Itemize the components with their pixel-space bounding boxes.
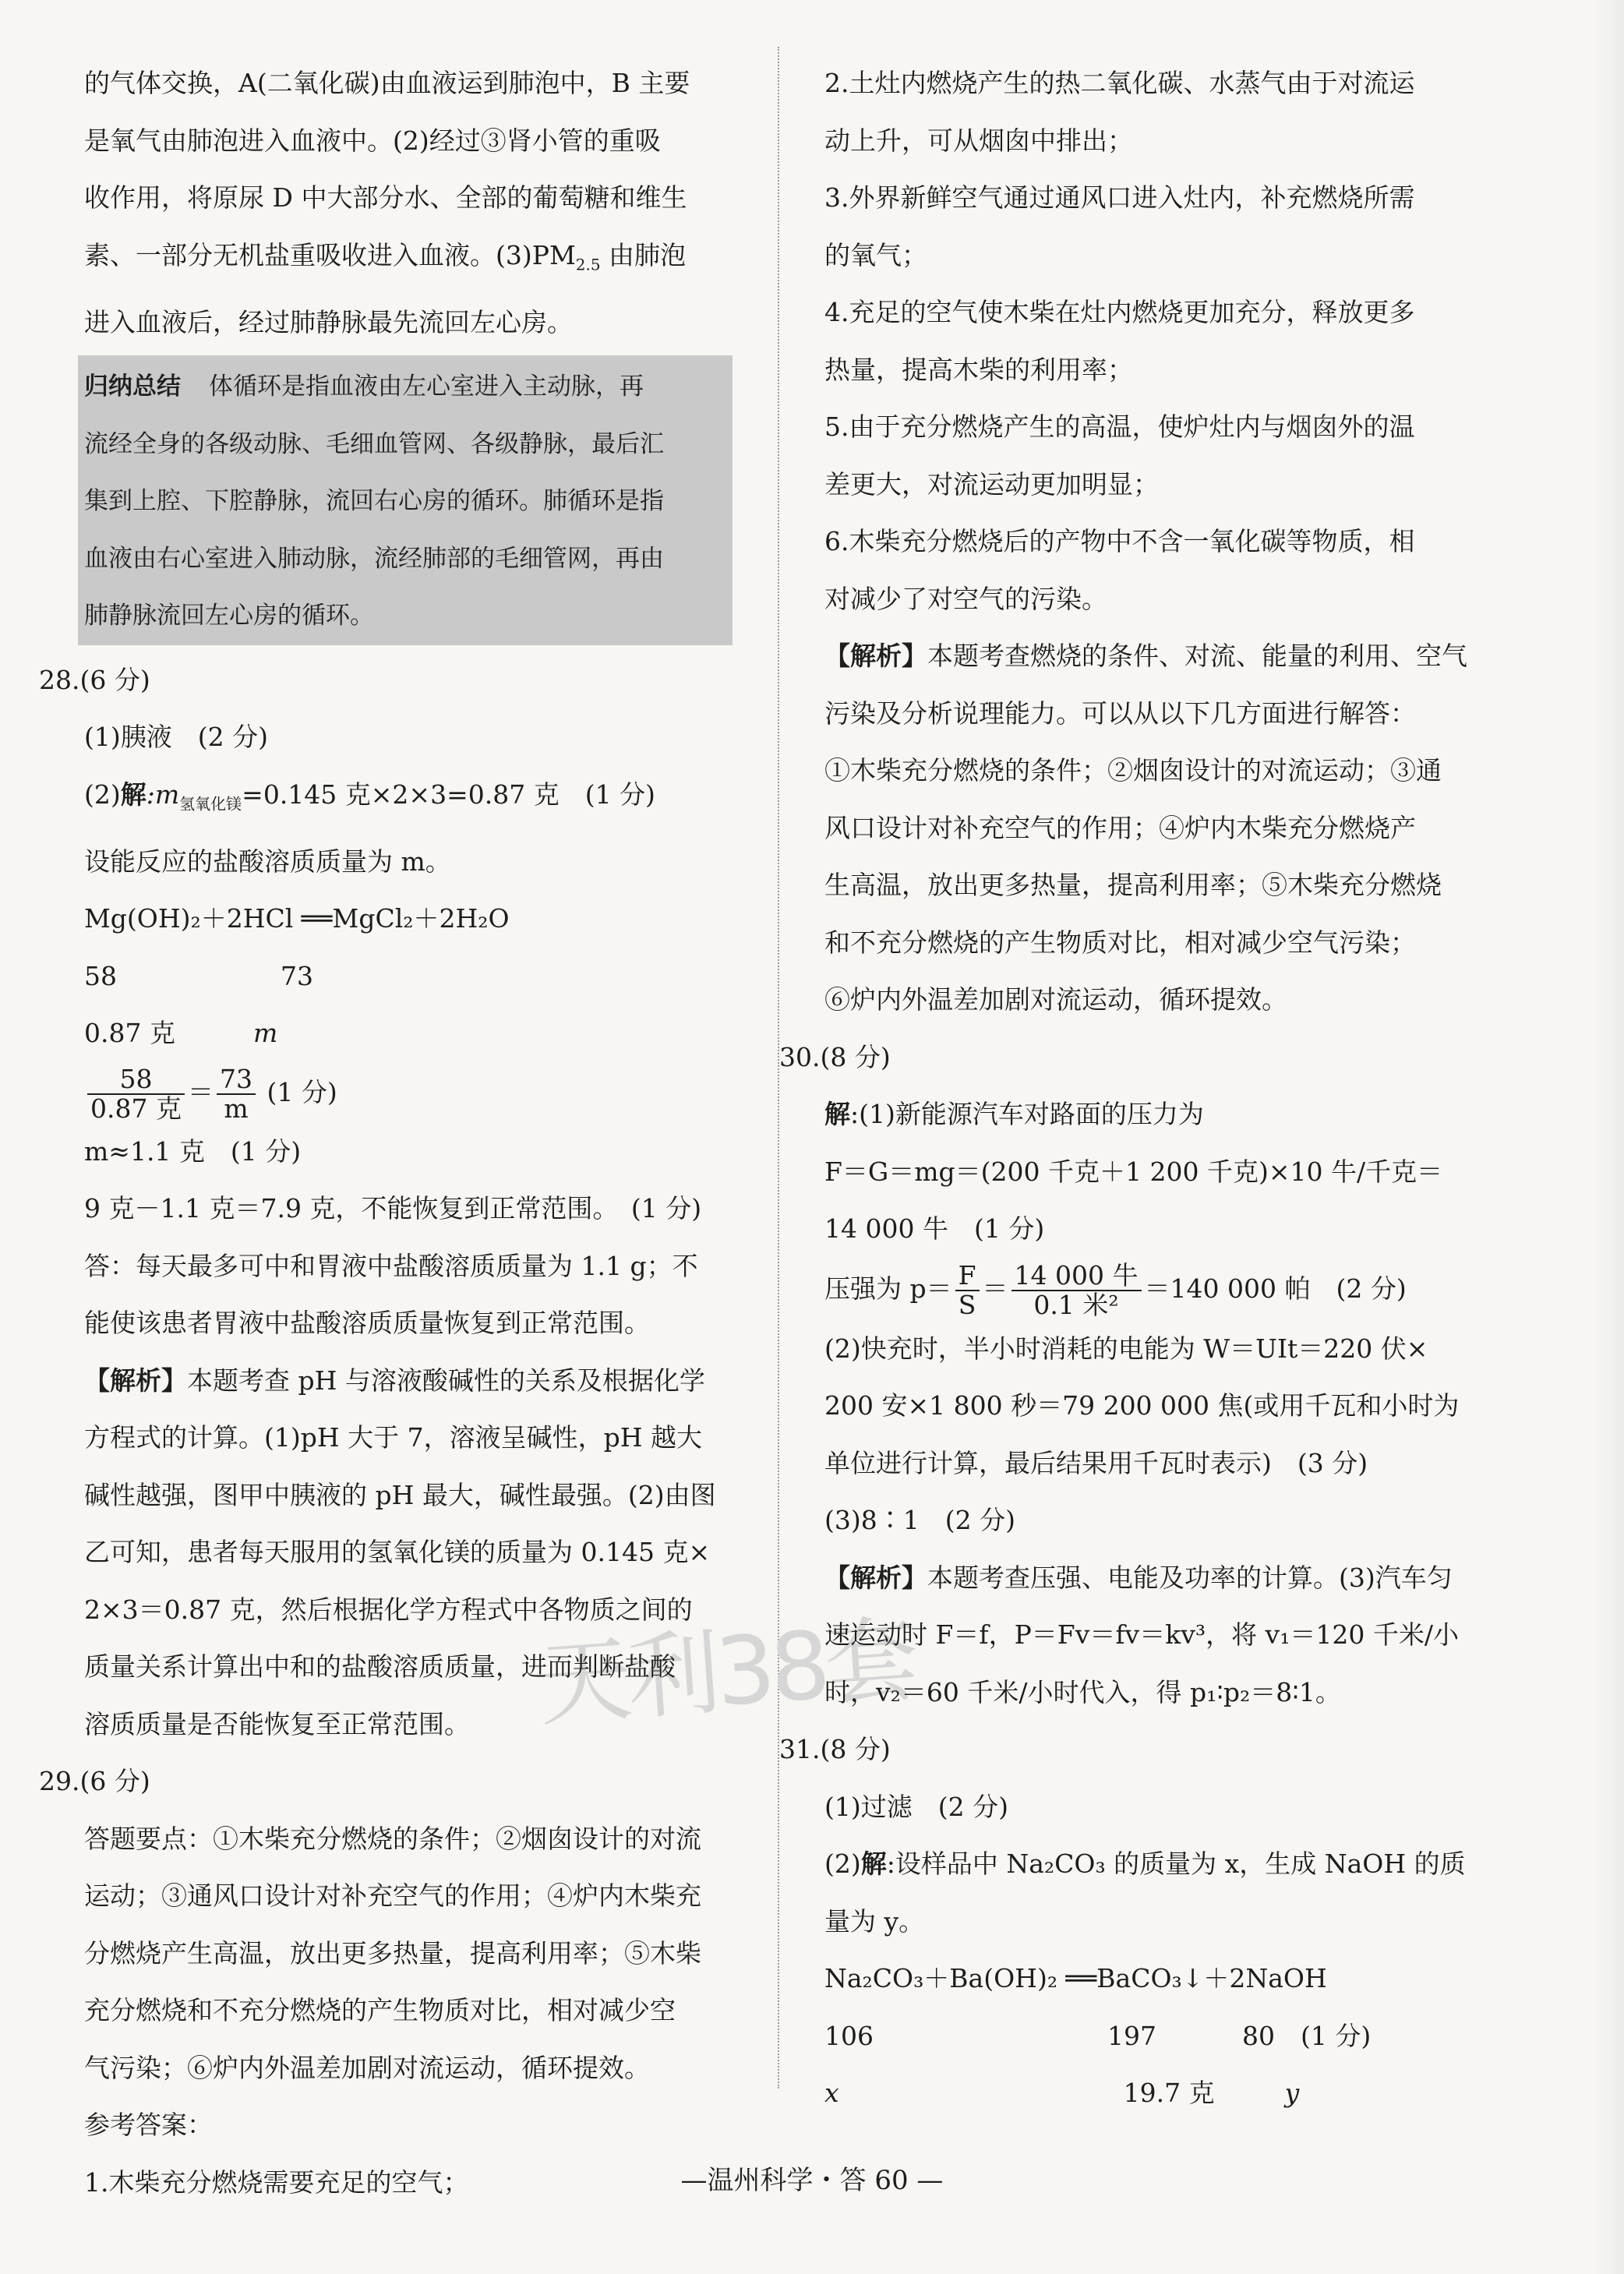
- right-column: [779, 55, 1493, 2122]
- analysis-line: 速运动时 F＝f，P＝Fv＝fv＝kv³，将 v₁＝120 千米/小: [824, 1619, 1460, 1650]
- answer-line: 设能反应的盐酸溶质质量为 m。: [84, 846, 451, 877]
- text-line: 的气体交换，A(二氧化碳)由血液运到肺泡中，B 主要: [84, 68, 690, 98]
- analysis-line: 污染及分析说理能力。可以从以下几方面进行解答：: [824, 697, 1416, 729]
- analysis-line: ①木柴充分燃烧的条件；②烟囱设计的对流运动；③通: [824, 755, 1442, 786]
- text-line: 素、一部分无机盐重吸收进入血液。$(3)PM_{2.5}$ 由肺泡: [84, 239, 687, 274]
- left-column: [39, 55, 733, 2211]
- equation-values: 58 73: [84, 960, 313, 991]
- question-number: 29.(6 分): [39, 1766, 150, 1797]
- answer-line: (3)8∶1 (2 分): [824, 1505, 1015, 1535]
- answer-line: 对减少了对空气的污染。: [824, 583, 1107, 614]
- answer-line: 答：每天最多可中和胃液中盐酸溶质质量为 1.1 g；不: [84, 1250, 698, 1281]
- answer-line: 气污染；⑥炉内外温差加剧对流运动，循环提效。: [84, 2052, 650, 2083]
- fraction-equation: $\frac{58}{\text{0.87 克}}$ ＝ $\frac{73}{m}$ (1 分): [84, 1062, 733, 1123]
- analysis-line: 碱性越强，图甲中胰液的 pH 最大，碱性最强。(2)由图: [84, 1479, 716, 1510]
- analysis-line: 质量关系计算出中和的盐酸溶质质量，进而判断盐酸: [84, 1651, 676, 1683]
- summary-title: 归纳总结: [84, 373, 181, 401]
- question-number: 31.(8 分): [779, 1734, 891, 1764]
- answer-line: 9 克－1.1 克＝7.9 克，不能恢复到正常范围。 (1 分): [84, 1193, 702, 1224]
- equation-values: x 19.7 克 y: [824, 2078, 1300, 2108]
- answer-line: 6.木柴充分燃烧后的产物中不含一氧化碳等物质，相: [824, 526, 1415, 556]
- analysis-line: ⑥炉内外温差加剧对流运动，循环提效。: [824, 984, 1287, 1015]
- answer-line: 能使该患者胃液中盐酸溶质质量恢复到正常范围。: [84, 1308, 650, 1339]
- analysis-line: 时，v₂＝60 千米/小时代入，得 p₁∶p₂＝8∶1。: [824, 1676, 1341, 1707]
- pressure-equation: 压强为 p＝ $\frac{F}{S}$ ＝ $\frac{\text{14 000 牛}}{\text{0.1 米²}}$ ＝140 000 帕 (2 分): [824, 1259, 1407, 1320]
- answer-line: 的氧气；: [824, 239, 927, 270]
- analysis-line: 生高温，放出更多热量，提高利用率；⑤木柴充分燃烧: [824, 870, 1442, 900]
- summary-text: 集到上腔、下腔静脉，流回右心房的循环。肺循环是指: [84, 487, 664, 516]
- answer-line: F＝G＝mg＝(200 千克＋1 200 千克)×10 牛/千克＝: [824, 1156, 1443, 1187]
- answer-line: 参考答案：: [84, 2110, 213, 2141]
- question-number: 30.(8 分): [779, 1041, 891, 1072]
- analysis-line: 【解析】本题考查燃烧的条件、对流、能量的利用、空气: [824, 641, 1467, 671]
- analysis-line: 方程式的计算。(1)pH 大于 7，溶液呈碱性，pH 越大: [84, 1422, 703, 1453]
- answer-line: 200 安×1 800 秒＝79 200 000 焦(或用千瓦和小时为: [824, 1390, 1460, 1421]
- summary-text: 流经全身的各级动脉、毛细血管网、各级静脉，最后汇: [84, 429, 664, 458]
- text-line: 是氧气由肺泡进入血液中。(2)经过③肾小管的重吸: [84, 125, 661, 156]
- page-footer: —温州科学・答 60 —: [680, 2165, 944, 2196]
- analysis-line: 【解析】本题考查压强、电能及功率的计算。(3)汽车匀: [824, 1562, 1453, 1593]
- watermark-logo: 天利38套: [535, 1605, 918, 1740]
- analysis-line: 2×3＝0.87 克，然后根据化学方程式中各物质之间的: [84, 1594, 693, 1625]
- summary-text: 血液由右心室进入肺动脉，流经肺部的毛细管网，再由: [84, 544, 664, 573]
- answer-line: 充分燃烧和不充分燃烧的产生物质对比，相对减少空: [84, 1995, 676, 2026]
- analysis-line: 【解析】本题考查 pH 与溶液酸碱性的关系及根据化学: [84, 1365, 705, 1396]
- question-number: 28.(6 分): [39, 664, 150, 695]
- answer-line: (2)解$:m_{氢氧化镁}=0.145$ 克×2×3=0.87 克 (1 分): [84, 779, 655, 814]
- chemical-equation: Na₂CO₃＋Ba(OH)₂ ══BaCO₃↓＋2NaOH: [824, 1963, 1327, 1993]
- answer-line: 解:(1)新能源汽车对路面的压力为: [824, 1099, 1204, 1129]
- answer-line: (1)过滤 (2 分): [824, 1791, 1008, 1822]
- answer-line: 答题要点：①木柴充分燃烧的条件；②烟囱设计的对流: [84, 1823, 701, 1854]
- answer-line: (2)快充时，半小时消耗的电能为 W＝UIt＝220 伏×: [824, 1333, 1428, 1364]
- analysis-line: 乙可知，患者每天服用的氢氧化镁的质量为 0.145 克×: [84, 1537, 711, 1568]
- summary-box: [78, 355, 733, 645]
- text-line: 进入血液后，经过肺静脉最先流回左心房。: [84, 306, 573, 337]
- answer-line: 动上升，可从烟囱中排出；: [824, 125, 1133, 156]
- chemical-equation: Mg(OH)₂＋2HCl ══MgCl₂＋2H₂O: [84, 903, 510, 934]
- equation-values: 106 197 80 (1 分): [824, 2020, 1372, 2051]
- answer-line: 4.充足的空气使木柴在灶内燃烧更加充分，释放更多: [824, 297, 1415, 327]
- answer-line: 分燃烧产生高温，放出更多热量，提高利用率；⑤木柴: [84, 1937, 701, 1969]
- answer-line: 量为 y。: [824, 1905, 925, 1937]
- analysis-line: 和不充分燃烧的产生物质对比，相对减少空气污染；: [824, 927, 1416, 958]
- answer-line: (2)解:设样品中 Na₂CO₃ 的质量为 x，生成 NaOH 的质: [824, 1849, 1466, 1879]
- answer-line: 运动；③通风口设计对补充空气的作用；④炉内木柴充: [84, 1880, 701, 1912]
- equation-values: 0.87 克 m: [84, 1018, 278, 1049]
- analysis-line: 溶质质量是否能恢复至正常范围。: [84, 1708, 470, 1739]
- answer-line: 差更大，对流运动更加明显；: [824, 468, 1159, 500]
- answer-line: 5.由于充分燃烧产生的高温，使炉灶内与烟囱外的温: [824, 411, 1415, 442]
- answer-line: 1.木柴充分燃烧需要充足的空气；: [84, 2166, 469, 2198]
- analysis-line: 风口设计对补充空气的作用；④炉内木柴充分燃烧产: [824, 812, 1416, 843]
- summary-text: 体循环是指血液由左心室进入主动脉，再: [209, 373, 644, 401]
- answer-line: (1)胰液 (2 分): [84, 722, 268, 753]
- answer-line: 热量，提高木柴的利用率；: [824, 354, 1133, 385]
- page-edge-shadow: [1593, 0, 1624, 2274]
- answer-line: m≈1.1 克 (1 分): [84, 1135, 302, 1167]
- answer-line: 2.土灶内燃烧产生的热二氧化碳、水蒸气由于对流运: [824, 68, 1415, 98]
- answer-line: 14 000 牛 (1 分): [824, 1213, 1045, 1244]
- answer-line: 3.外界新鲜空气通过通风口进入灶内，补充燃烧所需: [824, 182, 1415, 213]
- summary-text: 肺静脉流回左心房的循环。: [84, 602, 374, 630]
- text-line: 收作用，将原尿 D 中大部分水、全部的葡萄糖和维生: [84, 182, 687, 213]
- answer-line: 单位进行计算，最后结果用千瓦时表示) (3 分): [824, 1447, 1368, 1478]
